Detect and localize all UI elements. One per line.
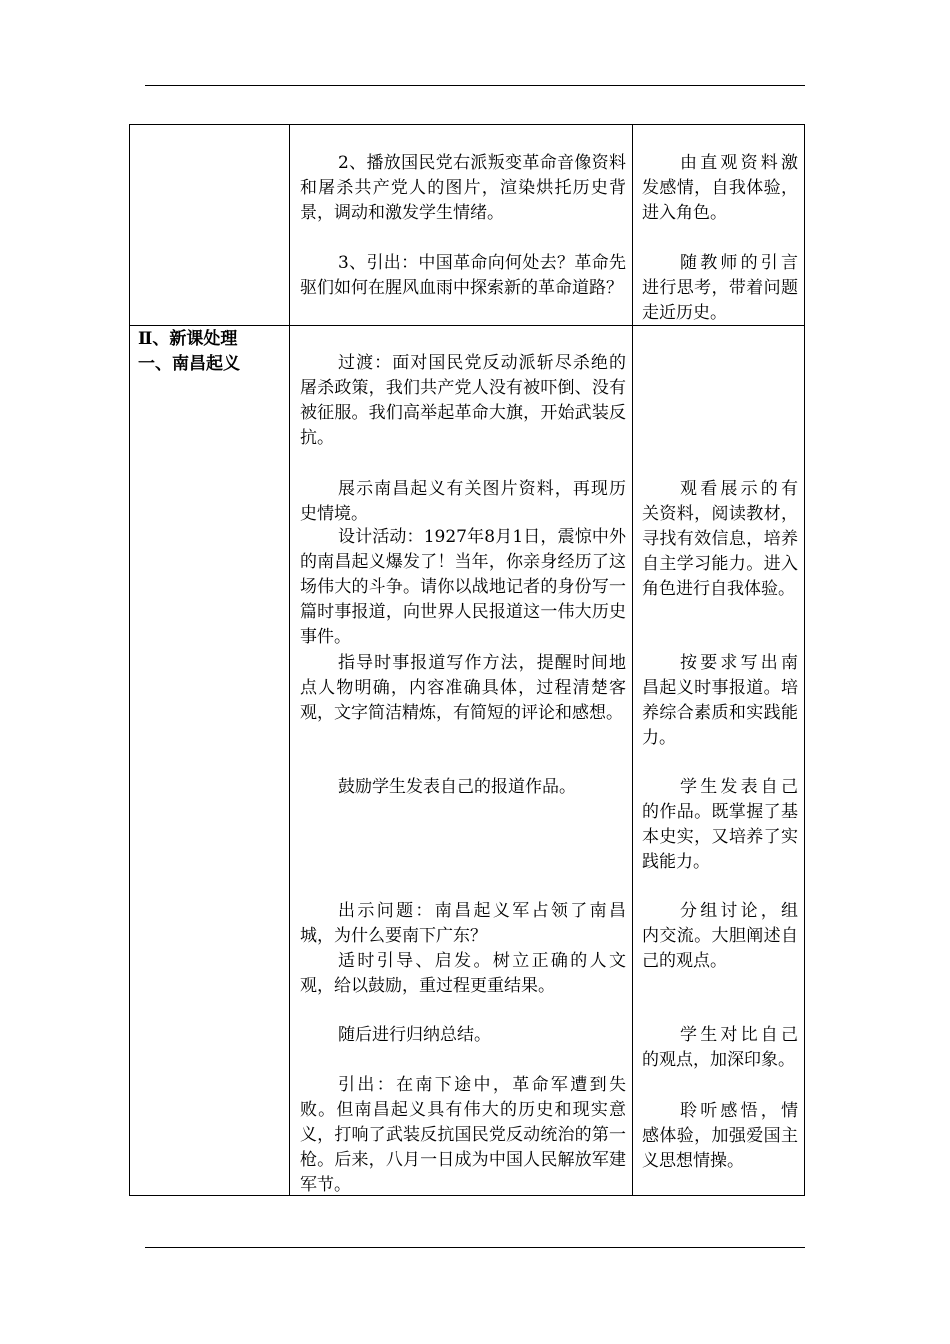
student-activity-text: 学生对比自己的观点，加深印象。 [642,1025,798,1070]
footer-rule [145,1247,805,1248]
student-activity-text: 分组讨论，组内交流。大胆阐述自己的观点。 [642,901,798,971]
student-activity-text: 聆听感悟，情感体验，加强爱国主义思想情操。 [642,1101,798,1171]
teacher-activity-text: 3、引出：中国革命向何处去？革命先驱们如何在腥风血雨中探索新的革命道路？ [300,253,626,298]
teacher-activity-text: 展示南昌起义有关图片资料，再现历史情境。 [300,479,626,524]
teacher-activity-text: 鼓励学生发表自己的报道作品。 [338,777,576,797]
teacher-activity-text: 出示问题：南昌起义军占领了南昌城，为什么要南下广东？ [300,901,626,946]
student-activity-text: 随教师的引言进行思考，带着问题走近历史。 [642,253,798,323]
teacher-activity-text: 2、播放国民党右派叛变革命音像资料和屠杀共产党人的图片，渲染烘托历史背景，调动和激发学生情绪。 [300,153,626,223]
column-divider-2 [632,125,633,1195]
subsection-heading: 一、南昌起义 [138,354,240,374]
student-activity-text: 由直观资料激发感情，自我体验，进入角色。 [642,153,798,223]
teacher-activity-text: 适时引导、启发。树立正确的人文观，给以鼓励，重过程更重结果。 [300,951,626,996]
header-rule [145,85,805,86]
column-divider-1 [289,125,290,1195]
teacher-activity-text: 随后进行归纳总结。 [338,1025,491,1045]
teacher-activity-text: 设计活动：1927年8月1日，震惊中外的南昌起义爆发了！当年，你亲身经历了这场伟大的斗争。请你以战地记者的身份写一篇时事报道，向世界人民报道这一伟大历史事件。 [300,527,626,647]
student-activity-text: 观看展示的有关资料，阅读教材，寻找有效信息，培养自主学习能力。进入角色进行自我体验。 [642,479,798,599]
student-activity-text: 学生发表自己的作品。既掌握了基本史实，又培养了实践能力。 [642,777,798,872]
lesson-plan-table [129,124,805,1196]
section-heading: Ⅱ、新课处理 [138,329,238,349]
teacher-activity-text: 引出：在南下途中，革命军遭到失败。但南昌起义具有伟大的历史和现实意义，打响了武装反抗国民党反动统治的第一枪。后来，八月一日成为中国人民解放军建军节。 [300,1075,626,1195]
teacher-activity-text: 过渡：面对国民党反动派斩尽杀绝的屠杀政策，我们共产党人没有被吓倒、没有被征服。我们高举起革命大旗，开始武装反抗。 [300,353,626,448]
student-activity-text: 按要求写出南昌起义时事报道。培养综合素质和实践能力。 [642,653,798,748]
teacher-activity-text: 指导时事报道写作方法，提醒时间地点人物明确，内容准确具体，过程清楚客观，文字简洁精炼，有简短的评论和感想。 [300,653,626,723]
